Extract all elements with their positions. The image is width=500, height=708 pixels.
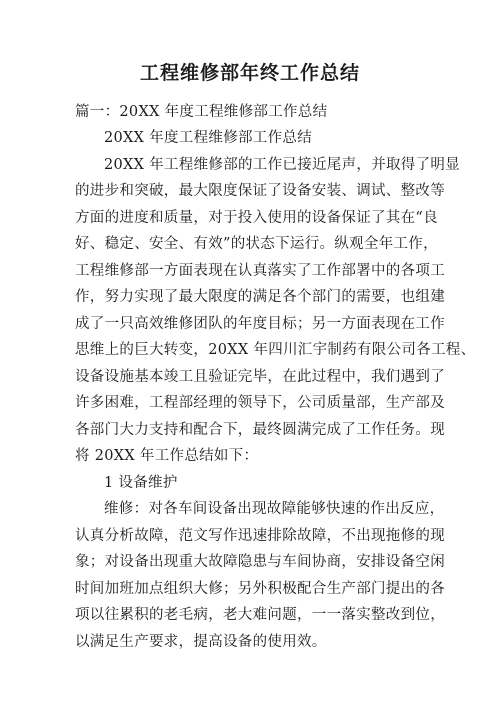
paragraph-line: 20XX 年工程维修部的工作已接近尾声，并取得了明显 bbox=[104, 157, 461, 173]
paragraph-line: 项以往累积的老毛病，老大难问题，一一落实整改到位， bbox=[75, 607, 445, 623]
paragraph-line: 设备设施基本竣工且验证完毕，在此过程中，我们遇到了 bbox=[75, 369, 445, 385]
paragraph-line: 维修：对各车间设备出现故障能够快速的作出反应， bbox=[104, 501, 445, 517]
paragraph-line: 以满足生产要求，提高设备的使用效。 bbox=[75, 634, 327, 650]
paragraph-line: 认真分析故障，范文写作迅速排除故障，不出现拖修的现 bbox=[75, 528, 445, 544]
paragraph-line: 方面的进度和质量，对于投入使用的设备保证了其在“良 bbox=[75, 210, 438, 226]
paragraph-line: 象；对设备出现重大故障隐患与车间协商，安排设备空闲 bbox=[75, 554, 445, 570]
paragraph-line: 作，努力实现了最大限度的满足各个部门的需要，也组建 bbox=[75, 289, 445, 305]
paragraph-line: 各部门大力支持和配合下，最终圆满完成了工作任务。现 bbox=[75, 422, 445, 438]
subtitle-line: 20XX 年度工程维修部工作总结 bbox=[104, 130, 313, 146]
document-title: 工程维修部年终工作总结 bbox=[139, 62, 360, 84]
paragraph-line: 时间加班加点组织大修；另外积极配合生产部门提出的各 bbox=[75, 581, 445, 597]
section-heading-line: 1 设备维护 bbox=[104, 475, 178, 491]
paragraph-line: 思维上的巨大转变，20XX 年四川汇宇制药有限公司各工程、 bbox=[75, 342, 476, 358]
paragraph-line: 许多困难，工程部经理的领导下，公司质量部，生产部及 bbox=[75, 395, 445, 411]
section-heading-line: 篇一：20XX 年度工程维修部工作总结 bbox=[75, 104, 328, 120]
paragraph-line: 成了一只高效维修团队的年度目标；另一方面表现在工作 bbox=[75, 316, 445, 332]
paragraph-line: 的进步和突破，最大限度保证了设备安装、调试、整改等 bbox=[75, 183, 445, 199]
paragraph-line: 工程维修部一方面表现在认真落实了工作部署中的各项工 bbox=[75, 263, 445, 279]
paragraph-line: 好、稳定、安全、有效”的状态下运行。纵观全年工作， bbox=[75, 236, 438, 252]
paragraph-line: 将 20XX 年工作总结如下： bbox=[75, 448, 259, 464]
